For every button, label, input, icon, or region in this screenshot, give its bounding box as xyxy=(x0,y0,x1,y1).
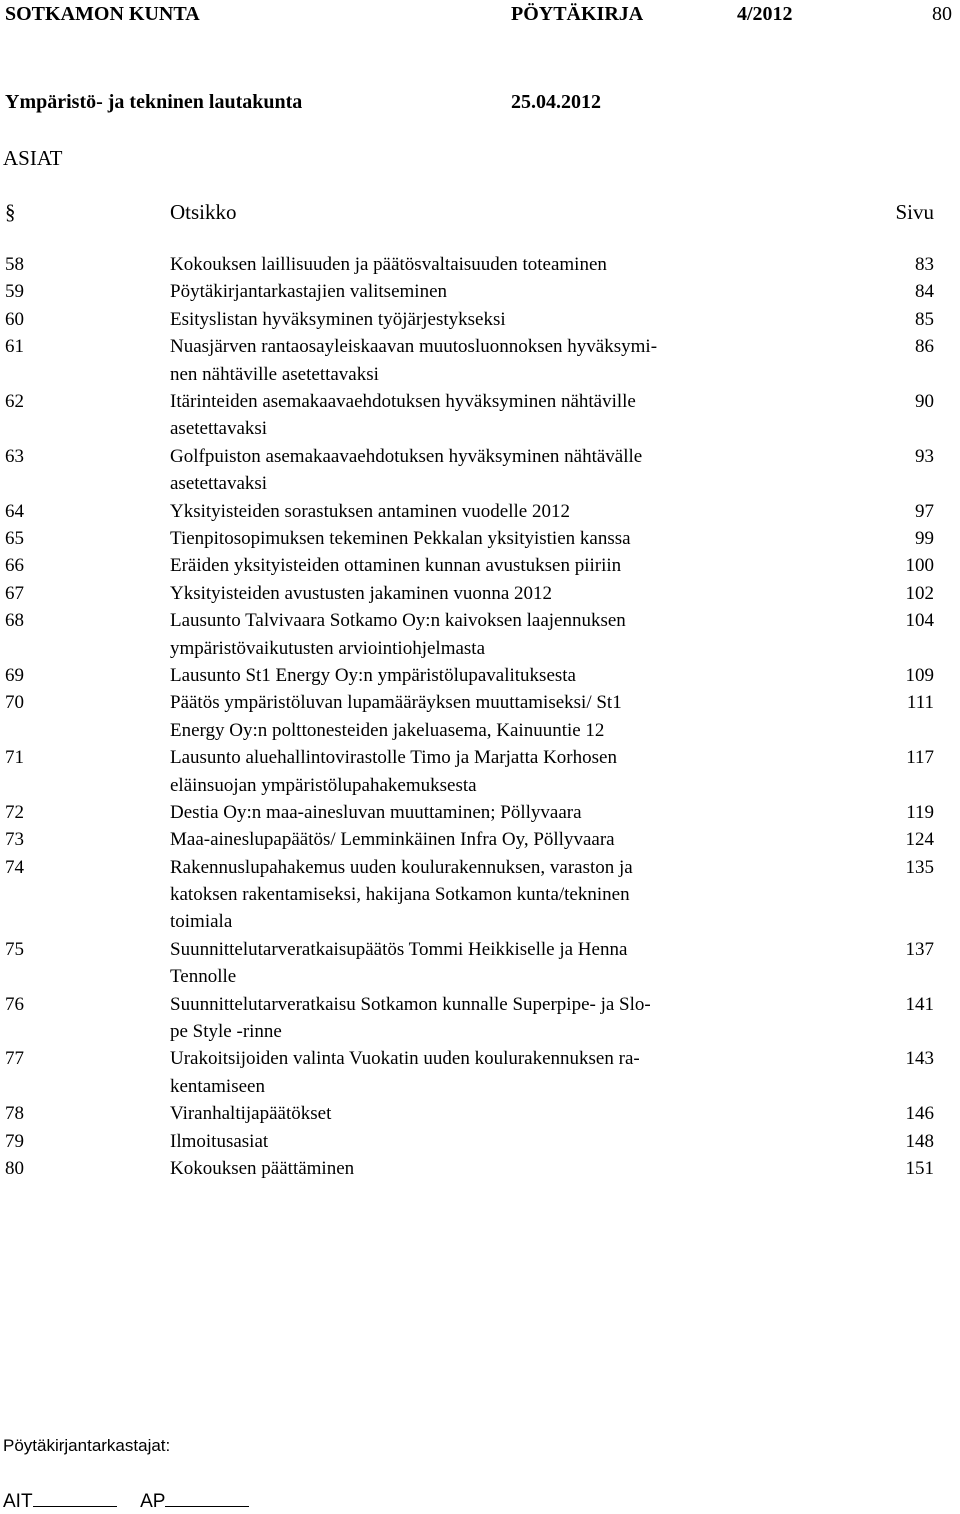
agenda-item xyxy=(0,939,960,994)
agenda-item-number: 78 xyxy=(5,1103,24,1125)
agenda-item xyxy=(0,857,960,939)
agenda-item-title-line: Lausunto Talvivaara Sotkamo Oy:n kaivoksen laajennuksen xyxy=(170,610,626,632)
agenda-item-title-line: ympäristövaikutusten arviointiohjelmasta xyxy=(170,637,486,659)
agenda-item-title-line: Yksityisteiden sorastuksen antaminen vuodelle 2012 xyxy=(170,500,570,522)
agenda-item xyxy=(0,555,960,582)
agenda-item xyxy=(0,665,960,692)
agenda-item-number: 70 xyxy=(5,692,24,714)
agenda-item-title-line: Suunnittelutarveratkaisu Sotkamon kunnalle Superpipe- ja Slo- xyxy=(170,993,651,1015)
agenda-item xyxy=(0,336,960,391)
agenda-item-number: 73 xyxy=(5,829,24,851)
agenda-item-number: 60 xyxy=(5,308,24,330)
agenda-item-page: 85 xyxy=(915,308,934,330)
agenda-item-page: 104 xyxy=(905,610,934,632)
agenda-item-number: 76 xyxy=(5,993,24,1015)
agenda-item-title-line: Kokouksen laillisuuden ja päätösvaltaisuuden toteaminen xyxy=(170,254,607,275)
agenda-item xyxy=(0,747,960,802)
agenda-item-title-line: asetettavaksi xyxy=(170,473,268,495)
agenda-item xyxy=(0,583,960,610)
agenda-item-number: 71 xyxy=(5,747,24,769)
agenda-item-page: 99 xyxy=(915,527,934,549)
agenda-item-page: 102 xyxy=(905,582,934,604)
agenda-item-page: 93 xyxy=(915,445,934,467)
agenda-item xyxy=(0,309,960,336)
agenda-item-number: 77 xyxy=(5,1048,24,1070)
agenda-item-page: 90 xyxy=(915,390,934,412)
agenda-item-title-line: Tennolle xyxy=(170,966,237,988)
agenda-item-number: 66 xyxy=(5,555,24,577)
agenda-item-title-line: nen nähtäville asetettavaksi xyxy=(170,363,379,385)
meeting-date: 25.04.2012 xyxy=(511,91,601,113)
agenda-item-title-line: Urakoitsijoiden valinta Vuokatin uuden koulurakennuksen ra- xyxy=(170,1048,640,1070)
agenda-item-title-line: Lausunto aluehallintovirastolle Timo ja Marjatta Korhosen xyxy=(170,747,617,769)
agenda-item-number: 69 xyxy=(5,664,24,686)
agenda-item-title-line: Lausunto St1 Energy Oy:n ympäristölupavalituksesta xyxy=(170,664,576,686)
agenda-item-title-line: Rakennuslupahakemus uuden koulurakennuksen, varaston ja xyxy=(170,856,633,878)
agenda-list xyxy=(0,254,960,1185)
agenda-item-title-line: Viranhaltijapäätökset xyxy=(170,1103,332,1125)
agenda-item-title-line: Energy Oy:n polttonesteiden jakeluasema, Kainuuntie 12 xyxy=(170,719,605,741)
agenda-item-page: 146 xyxy=(905,1103,934,1125)
agenda-item xyxy=(0,1048,960,1103)
agenda-item-page: 84 xyxy=(915,281,934,303)
agenda-item-number: 65 xyxy=(5,527,24,549)
agenda-item xyxy=(0,1158,960,1185)
municipality-name: SOTKAMON KUNTA xyxy=(5,3,200,25)
agenda-item-page: 119 xyxy=(906,801,934,823)
agenda-item-page: 100 xyxy=(905,555,934,577)
agenda-item-page: 111 xyxy=(906,692,934,714)
agenda-item-number: 75 xyxy=(5,938,24,960)
agenda-item-title-line: Golfpuiston asemakaavaehdotuksen hyväksyminen nähtävälle xyxy=(170,445,643,467)
issue-number: 4/2012 xyxy=(737,3,793,25)
agenda-item-title-line: Eräiden yksityisteiden ottaminen kunnan avustuksen piiriin xyxy=(170,555,622,577)
agenda-item-page: 83 xyxy=(915,254,934,275)
agenda-item-number: 64 xyxy=(5,500,24,522)
agenda-item-title-line: Destia Oy:n maa-ainesluvan muuttaminen; Pöllyvaara xyxy=(170,801,582,823)
agenda-item-number: 58 xyxy=(5,254,24,275)
agenda-item xyxy=(0,1131,960,1158)
agenda-item xyxy=(0,1103,960,1130)
section-symbol: § xyxy=(5,200,16,224)
agenda-item-title-line: katoksen rakentamiseksi, hakijana Sotkamon kunta/tekninen xyxy=(170,884,630,906)
agenda-item-title-line: eläinsuojan ympäristölupahakemuksesta xyxy=(170,774,477,796)
agenda-item-title-line: Pöytäkirjantarkastajien valitseminen xyxy=(170,281,448,303)
agenda-item xyxy=(0,254,960,281)
agenda-item-title-line: Päätös ympäristöluvan lupamääräyksen muuttamiseksi/ St1 xyxy=(170,692,622,714)
agenda-item-title-line: Itärinteiden asemakaavaehdotuksen hyväksyminen nähtäville xyxy=(170,390,636,412)
agenda-item-title-line: Tienpitosopimuksen tekeminen Pekkalan yksityistien kanssa xyxy=(170,527,631,549)
agenda-item xyxy=(0,391,960,446)
agenda-item-title-line: Kokouksen päättäminen xyxy=(170,1158,355,1180)
agenda-item xyxy=(0,281,960,308)
agenda-item-title-line: asetettavaksi xyxy=(170,418,268,440)
signature-line-1 xyxy=(33,1490,117,1507)
agenda-item-page: 97 xyxy=(915,500,934,522)
reviewer-initials-1: AIT xyxy=(3,1491,33,1512)
agenda-item xyxy=(0,528,960,555)
page-number: 80 xyxy=(932,3,952,25)
agenda-item-title-line: toimiala xyxy=(170,911,233,933)
agenda-item-number: 59 xyxy=(5,281,24,303)
agenda-item-title-line: Esityslistan hyväksyminen työjärjestykseksi xyxy=(170,308,506,330)
agenda-item-number: 72 xyxy=(5,801,24,823)
agenda-item-number: 68 xyxy=(5,610,24,632)
section-title: ASIAT xyxy=(3,146,63,170)
signature-line-2 xyxy=(165,1490,249,1507)
agenda-item xyxy=(0,829,960,856)
agenda-item-title-line: Nuasjärven rantaosayleiskaavan muutosluonnoksen hyväksymi- xyxy=(170,336,658,358)
agenda-item-page: 137 xyxy=(905,938,934,960)
reviewer-initials-2: AP xyxy=(140,1491,166,1512)
agenda-item-page: 124 xyxy=(905,829,934,851)
agenda-item-title-line: Maa-aineslupapäätös/ Lemminkäinen Infra Oy, Pöllyvaara xyxy=(170,829,615,851)
agenda-item-title-line: Suunnittelutarveratkaisupäätös Tommi Heikkiselle ja Henna xyxy=(170,938,628,960)
agenda-item-number: 63 xyxy=(5,445,24,467)
agenda-item xyxy=(0,610,960,665)
column-page-header: Sivu xyxy=(895,200,934,224)
agenda-item-title-line: kentamiseen xyxy=(170,1075,265,1097)
agenda-item-title-line: Ilmoitusasiat xyxy=(170,1130,269,1152)
agenda-item xyxy=(0,501,960,528)
agenda-item-number: 62 xyxy=(5,390,24,412)
agenda-item xyxy=(0,446,960,501)
reviewer-initials-line xyxy=(3,1490,249,1513)
agenda-item xyxy=(0,994,960,1049)
agenda-item-page: 151 xyxy=(905,1158,934,1180)
agenda-item-page: 135 xyxy=(905,856,934,878)
agenda-item-page: 141 xyxy=(905,993,934,1015)
agenda-item-number: 74 xyxy=(5,856,24,878)
reviewers-label: Pöytäkirjantarkastajat: xyxy=(3,1436,171,1455)
agenda-item-title-line: pe Style -rinne xyxy=(170,1021,282,1043)
agenda-item-number: 79 xyxy=(5,1130,24,1152)
agenda-item-page: 143 xyxy=(905,1048,934,1070)
document-type: PÖYTÄKIRJA xyxy=(511,3,644,25)
committee-name: Ympäristö- ja tekninen lautakunta xyxy=(5,91,303,113)
agenda-item-number: 80 xyxy=(5,1158,24,1180)
agenda-item xyxy=(0,802,960,829)
agenda-item-page: 86 xyxy=(915,336,934,358)
agenda-item-page: 109 xyxy=(905,664,934,686)
column-title-header: Otsikko xyxy=(170,200,237,224)
agenda-item-page: 117 xyxy=(906,747,934,769)
agenda-item-page: 148 xyxy=(905,1130,934,1152)
agenda-item-title-line: Yksityisteiden avustusten jakaminen vuonna 2012 xyxy=(170,582,553,604)
agenda-item xyxy=(0,692,960,747)
agenda-item-number: 67 xyxy=(5,582,24,604)
agenda-item-number: 61 xyxy=(5,336,24,358)
